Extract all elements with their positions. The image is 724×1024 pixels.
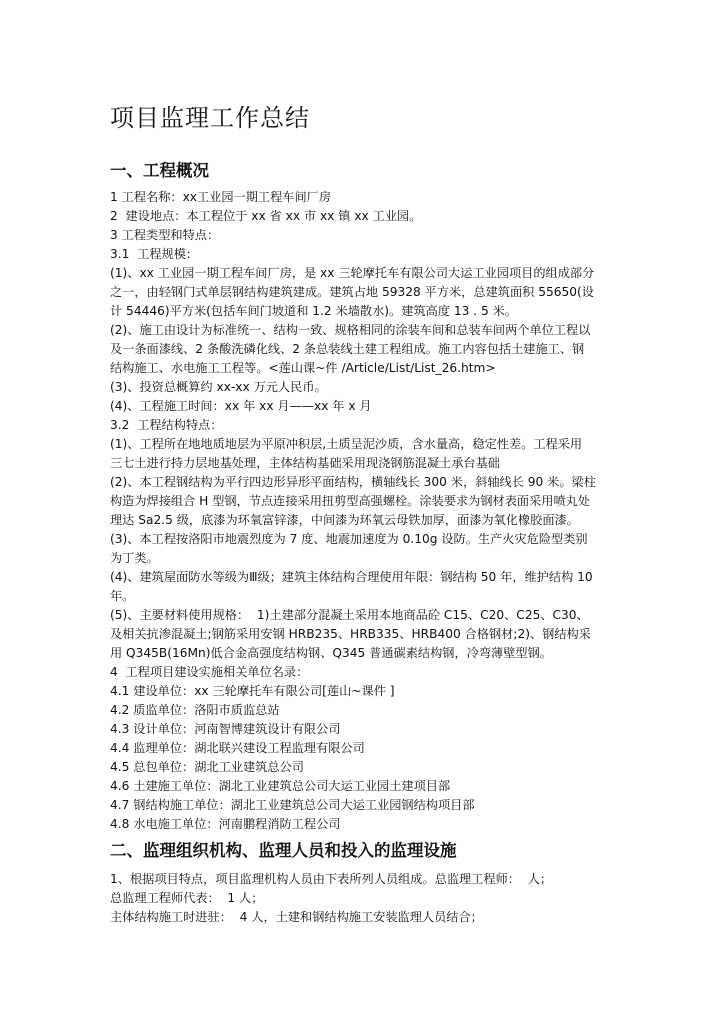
paragraph-line: (4)、建筑屋面防水等级为Ⅲ级；建筑主体结构合理使用年限：钢结构 50 年，维护结构 10: [110, 570, 593, 584]
paragraph-line: 2 建设地点：本工程位于 xx 省 xx 市 xx 镇 xx 工业园。: [110, 209, 422, 223]
paragraph-line: 1、根据项目特点，项目监理机构人员由下表所列人员组成。总监理工程师： 人；: [110, 872, 553, 886]
paragraph-line: 4.5 总包单位：湖北工业建筑总公司: [110, 760, 304, 774]
paragraph-line: 及一条面漆线、2 条酸洗磷化线、2 条总装线土建工程组成。施工内容包括土建施工、钢: [110, 342, 585, 356]
paragraph-line: 之一，由轻钢门式单层钢结构建筑建成。建筑占地 59328 平方米，总建筑面积 55650(设: [110, 285, 594, 299]
paragraph-line: 三七土进行持力层地基处理，主体结构基础采用现浇钢筋混凝土承台基础: [110, 456, 500, 470]
paragraph-line: 4.2 质监单位：洛阳市质监总站: [110, 703, 280, 717]
paragraph-line: 年。: [110, 589, 135, 603]
paragraph-line: 计 54446)平方米(包括车间门坡道和 1.2 米墙散水)。建筑高度 13 . 5 米。: [110, 304, 517, 318]
paragraph-line: 3 工程类型和特点：: [110, 228, 220, 242]
paragraph-line: (1)、工程所在地地质地层为平原冲积层,土质呈泥沙质，含水量高，稳定性差。工程采用: [110, 437, 583, 451]
paragraph-line: 3.1 工程规模：: [110, 247, 199, 261]
paragraph-line: 4 工程项目建设实施相关单位名录：: [110, 665, 309, 679]
document-page: [110, 100, 630, 927]
paragraph-line: (1)、xx 工业园一期工程车间厂房，是 xx 三轮摩托车有限公司大运工业园项目的组成部分: [110, 266, 595, 280]
section-heading-project-overview: 一、工程概况: [110, 161, 209, 180]
paragraph-line: 用 Q345B(16Mn)低合金高强度结构钢、Q345 普通碳素结构钢，冷弯薄壁型钢。: [110, 646, 552, 660]
paragraph-line: 理达 Sa2.5 级，底漆为环氧富锌漆，中间漆为环氧云母铁加厚，面漆为氧化橡胶面漆。: [110, 513, 579, 527]
paragraph-line: (3)、投资总概算约 xx-xx 万元人民币。: [110, 380, 327, 394]
paragraph-line: 构造为焊接组合 H 型钢，节点连接采用扭剪型高强螺栓。涂装要求为钢材表面采用喷丸处: [110, 494, 591, 508]
paragraph-line: 4.3 设计单位：河南智博建筑设计有限公司: [110, 722, 341, 736]
paragraph-line: 4.4 监理单位：湖北联兴建设工程监理有限公司: [110, 741, 365, 755]
paragraph-line: 4.8 水电施工单位：河南鹏程消防工程公司: [110, 817, 341, 831]
paragraph-line: 及相关抗渗混凝土;钢筋采用安钢 HRB235、HRB335、HRB400 合格钢材;2)、钢结构采: [110, 627, 591, 641]
paragraph-line: (2)、本工程钢结构为平行四边形异形平面结构，横轴线长 300 米，斜轴线长 90 米。梁柱: [110, 475, 596, 489]
document-title: 项目监理工作总结: [110, 104, 310, 132]
section-heading-supervision-organization: 二、监理组织机构、监理人员和投入的监理设施: [110, 841, 457, 860]
paragraph-line: 主体结构施工时进驻： 4 人，土建和钢结构施工安装监理人员结合；: [110, 910, 483, 924]
section-body-project-overview: [110, 188, 630, 834]
paragraph-line: 总监理工程师代表： 1 人；: [110, 891, 264, 905]
paragraph-line: 4.1 建设单位：xx 三轮摩托车有限公司[莲山~课件 ]: [110, 684, 395, 698]
paragraph-line: (4)、工程施工时间：xx 年 xx 月——xx 年 x 月: [110, 399, 372, 413]
paragraph-line: 4.7 钢结构施工单位：湖北工业建筑总公司大运工业园钢结构项目部: [110, 798, 475, 812]
paragraph-line: 结构施工、水电施工工程等。<莲山课~件 /Article/List/List_26.htm>: [110, 361, 496, 375]
paragraph-line: 为丁类。: [110, 551, 159, 565]
paragraph-line: (5)、主要材料使用规格： 1)土建部分混凝土采用本地商品砼 C15、C20、C25、C30、: [110, 608, 589, 622]
paragraph-line: 1 工程名称：xx工业园一期工程车间厂房: [110, 190, 332, 204]
paragraph-line: (2)、施工由设计为标准统一、结构一致、规格相同的涂装车间和总装车间两个单位工程以: [110, 323, 591, 337]
section-body-supervision-organization: [110, 870, 630, 927]
paragraph-line: 3.2 工程结构特点：: [110, 418, 223, 432]
paragraph-line: 4.6 土建施工单位：湖北工业建筑总公司大运工业园土建项目部: [110, 779, 451, 793]
paragraph-line: (3)、本工程按洛阳市地震烈度为 7 度、地震加速度为 0.10g 设防。生产火灾危险型类别: [110, 532, 588, 546]
